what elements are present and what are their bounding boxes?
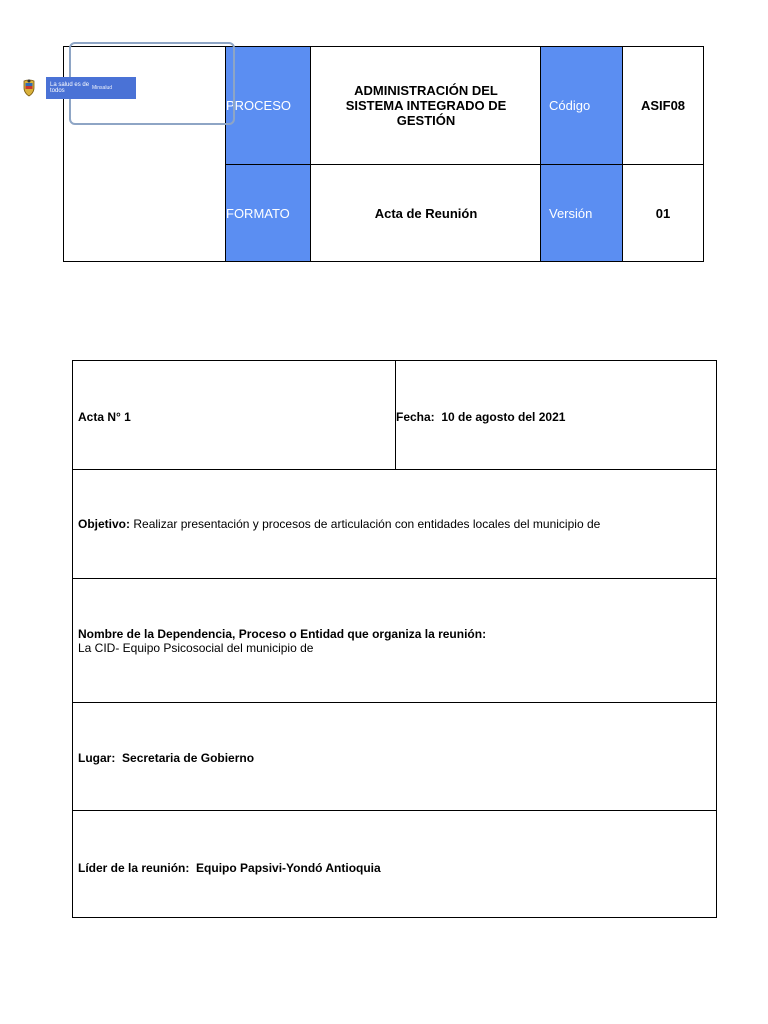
codigo-label-cell	[541, 47, 622, 164]
version-label: Versión	[549, 205, 593, 221]
colombia-crest-icon	[22, 79, 36, 97]
codigo-value-cell	[623, 47, 703, 164]
formato-value-cell	[311, 165, 541, 261]
divider	[225, 164, 703, 165]
place	[78, 751, 254, 765]
objective-label: Objetivo:	[78, 517, 131, 531]
formato-label: FORMATO	[226, 205, 290, 221]
dependency	[78, 627, 486, 655]
acta-row-place	[73, 703, 716, 811]
logo-band	[46, 77, 136, 99]
proceso-value: ADMINISTRACIÓN DEL SISTEMA INTEGRADO DE GESTIÓN	[345, 83, 507, 128]
proceso-value-cell	[311, 47, 541, 164]
fecha-label: Fecha:	[396, 410, 435, 424]
dependency-label: Nombre de la Dependencia, Proceso o Entidad que organiza la reunión:	[78, 627, 487, 641]
acta-date	[396, 410, 565, 424]
proceso-label-cell	[226, 47, 310, 164]
divider	[622, 47, 623, 261]
formato-label-cell	[226, 165, 310, 261]
place-label: Lugar:	[78, 751, 116, 765]
objective-value: Realizar presentación y procesos de articulación con entidades locales del municipio de	[133, 517, 601, 531]
minsalud-logo	[22, 77, 142, 99]
acta-table	[72, 360, 717, 918]
version-label-cell	[541, 165, 622, 261]
version-value: 01	[655, 205, 671, 221]
leader-label: Líder de la reunión:	[78, 861, 190, 875]
acta-row-leader	[73, 811, 716, 918]
leader	[78, 861, 381, 875]
codigo-value: ASIF08	[640, 98, 686, 113]
acta-row-objective	[73, 470, 716, 579]
codigo-label: Código	[549, 98, 591, 113]
acta-row-dependency	[73, 579, 716, 703]
acta-number: Acta N° 1	[78, 410, 131, 424]
logo-text: La salud es de todos	[50, 82, 90, 94]
version-value-cell	[623, 165, 703, 261]
logo-subtext: Minsalud	[92, 85, 113, 91]
place-value: Secretaria de Gobierno	[122, 751, 255, 765]
acta-row-number-date	[73, 361, 716, 470]
formato-value: Acta de Reunión	[374, 205, 478, 221]
dependency-value: La CID- Equipo Psicosocial del municipio de	[78, 641, 314, 655]
divider	[540, 47, 541, 261]
objective	[78, 517, 600, 531]
leader-value: Equipo Papsivi-Yondó Antioquia	[196, 861, 381, 875]
proceso-label: PROCESO	[226, 98, 292, 113]
divider	[310, 47, 311, 261]
fecha-value: 10 de agosto del 2021	[441, 410, 566, 424]
